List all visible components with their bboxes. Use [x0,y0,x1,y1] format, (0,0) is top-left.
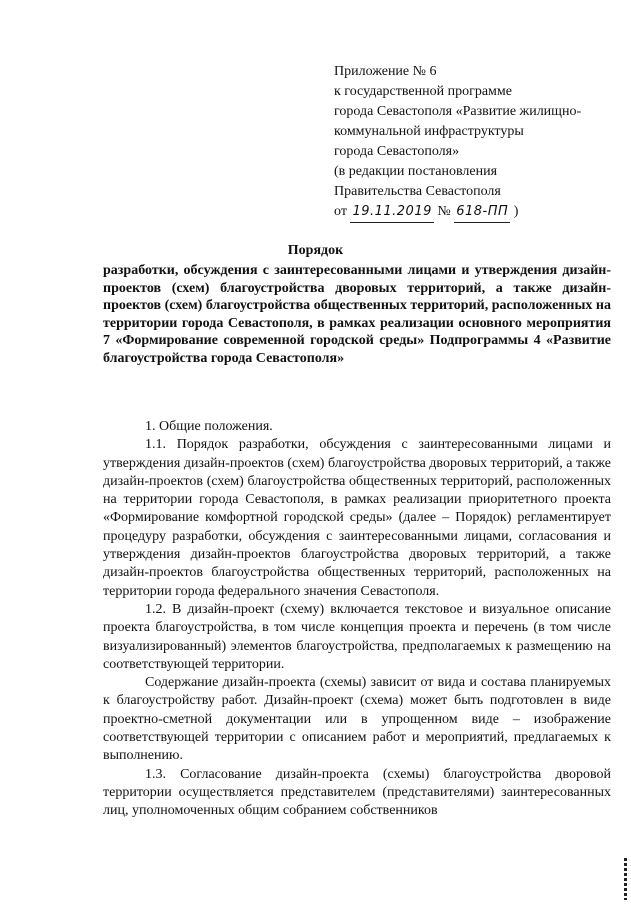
date-prefix: от [334,204,347,219]
appendix-line: (в редакции постановления [334,164,498,179]
appendix-line: Правительства Севастополя [334,184,501,199]
appendix-line: коммунальной инфраструктуры [334,124,524,139]
appendix-date-line [334,202,619,223]
appendix-line: города Севастополя» [334,144,460,159]
scan-edge-mark [624,858,627,900]
number-prefix: № [437,204,451,219]
document-title: Порядок [287,243,344,258]
body-paragraph: 1.1. Порядок разработки, обсуждения с заинтересованными лицами и утверждения дизайн-проектов (схем) благоустройства дворовых территорий, а также дизайн-проектов (схем) благоустройства общественных территорий, расположенных на территории города Севастополя, в рамках реализации приоритетного проекта «Формирование комфортной городской среды» (далее – Порядок) регламентирует процедуру разработки, обсуждения с заинтересованными лицами, согласования и утверждения дизайн-проектов благоустройства дворовых территорий, а также дизайн-проектов благоустройства общественных территорий, расположенных на территории города федерального значения Севастополя. [103,437,611,599]
appendix-line: к государственной программе [334,84,512,99]
document-subtitle: разработки, обсуждения с заинтересованными лицами и утверждения дизайн-проектов (схем) благоустройства дворовых территорий, а также дизайн-проектов (схем) благоустройства общественных территорий, расположенных на территории города Севастополя, в рамках реализации основного мероприятия 7 «Формирование современной городской среды» Подпрограммы 4 «Развитие благоустройства города Севастополя» [103,263,611,366]
appendix-header [334,62,619,223]
date-suffix: ) [513,204,519,219]
document-body [103,418,611,821]
section-heading: 1. Общие положения. [145,419,273,434]
body-paragraph: Содержание дизайн-проекта (схемы) зависит от вида и состава планируемых к благоустройству работ. Дизайн-проект (схема) может быть подготовлен в виде проектно-сметной документации или в упрощенном виде – изображение соответствующей территории с описанием работ и мероприятий, предлагаемых к выполнению. [103,675,611,764]
body-paragraph: 1.3. Согласование дизайн-проекта (схемы) благоустройства дворовой территории осуществляется представителем (представителями) заинтересованных лиц, уполномоченных общим собранием собственников [103,766,611,819]
handwritten-date: 19.11.2019 [350,202,433,223]
handwritten-number: 618-ПП [454,202,510,223]
appendix-line: города Севастополя «Развитие жилищно- [334,104,582,119]
appendix-line: Приложение № 6 [334,64,437,79]
body-paragraph: 1.2. В дизайн-проект (схему) включается текстовое и визуальное описание проекта благоустройства, в том числе концепция проекта и перечень (в том числе визуализированный) элементов благоустройства, предполагаемых к размещению на соответствующей территории. [103,601,611,672]
